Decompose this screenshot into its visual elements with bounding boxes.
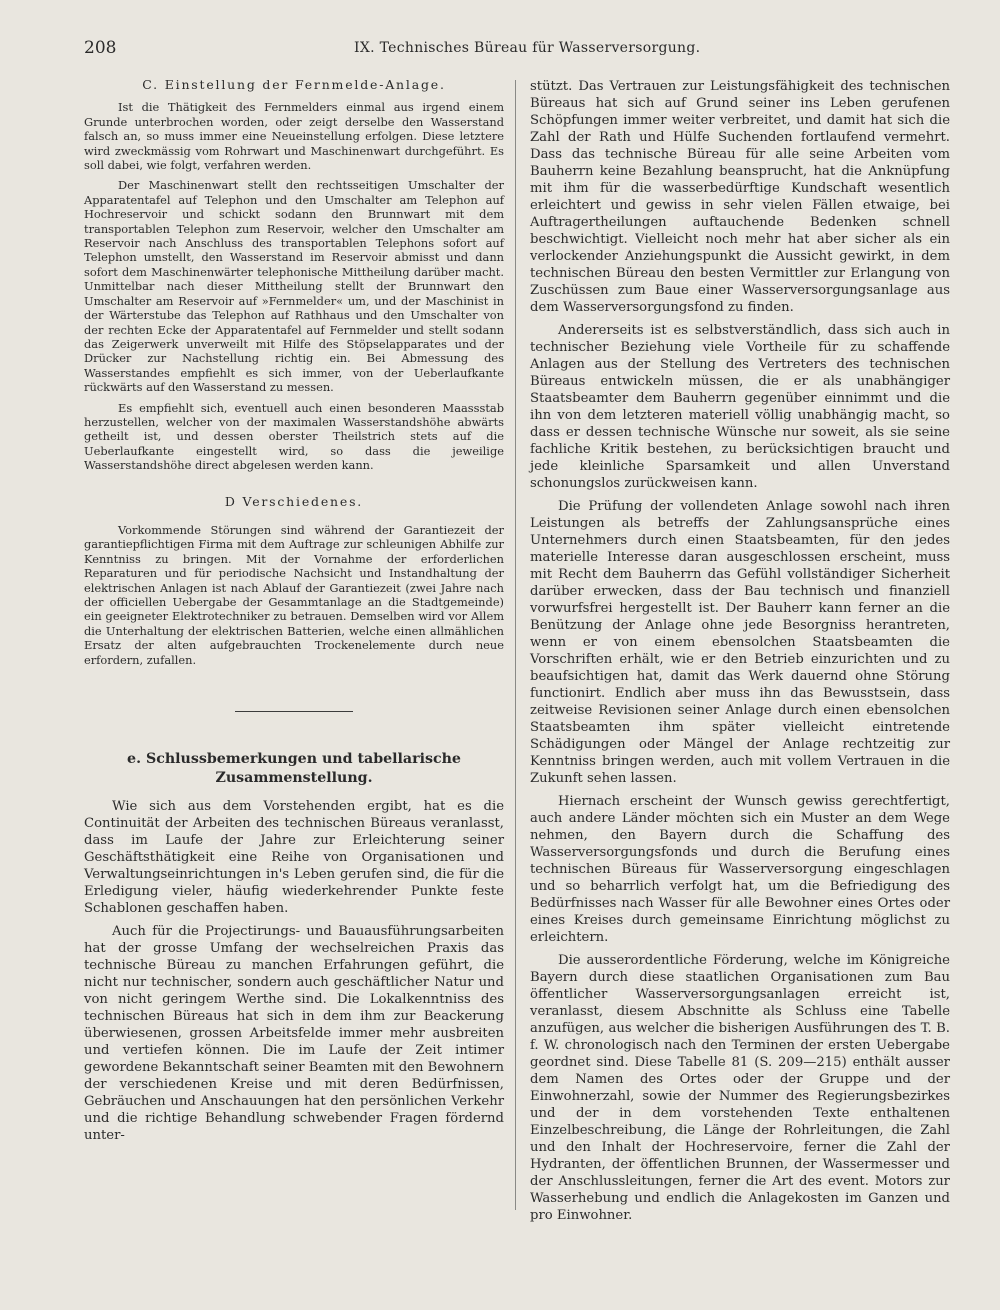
section-c-paragraph: Der Maschinenwart stellt den rechtsseitigen Umschalter der Apparatentafel auf Telephon und den Umschalter am Telephon auf Hochreservoir und schickt sodann den Brunnwart mit dem transportablen Telephon zum Reservoir, welcher den Umschalter am Reservoir nach Anschluss des transportablen Telephons sofort auf Telephon umstellt, den Wasserstand im Reservoir abmisst und dann sofort dem Maschinenwärter telephonische Mittheilung darüber macht. Unmittelbar nach dieser Mittheilung stellt der Brunnwart den Umschalter am Reservoir auf »Fernmelder« um, und der Maschinist in der Wärterstube das Telephon auf Rathhaus und den Umschalter von der rechten Ecke der Apparatentafel auf Fernmelder und stellt sodann das Zeigerwerk unverweilt mit Hilfe des Stöpselapparates und der Drücker zur Nachstellung richtig ein. Bei Abmessung des Wasserstandes empfiehlt es sich immer, von der Ueberlaufkante rückwärts auf den Wasserstand zu messen. <box>84 178 504 395</box>
running-title: IX. Technisches Büreau für Wasserversorgung. <box>354 40 701 56</box>
section-d-paragraph: Vorkommende Störungen sind während der Garantiezeit der garantiepflichtigen Firma mit dem Auftrage zur schleunigen Abhilfe zur Kenntniss zu bringen. Mit der Vornahme der erforderlichen Reparaturen und für periodische Nachsicht und Instandhaltung der elektrischen Anlagen ist nach Ablauf der Garantiezeit (zwei Jahre nach der officiellen Uebergabe der Gesammtanlage an die Stadtgemeinde) ein geeigneter Elektrotechniker zu betrauen. Demselben wird vor Allem die Unterhaltung der elektrischen Batterien, welche einen allmählichen Ersatz der alten aufgebrauchten Trockenelemente durch neue erfordern, zufallen. <box>84 522 504 667</box>
section-separator <box>235 711 353 712</box>
section-c-paragraph: Ist die Thätigkeit des Fernmelders einmal aus irgend einem Grunde unterbrochen worden, oder zeigt derselbe den Wasserstand falsch an, so muss immer eine Neueinstellung erfolgen. Diese letztere wird zweckmässig vom Rohrwart und Maschinenwart durchgeführt. Es soll dabei, wie folgt, verfahren werden. <box>84 100 504 173</box>
section-e-heading-line: e. Schlussbemerkungen und tabellarische <box>127 751 461 768</box>
page-number: 208 <box>84 38 117 58</box>
section-c-paragraph: Es empfiehlt sich, eventuell auch einen besonderen Maassstab herzustellen, welcher von der maximalen Wasserstandshöhe abwärts getheilt ist, und dessen oberster Theilstrich stets auf die Ueberlaufkante eingestellt wird, so dass die jeweilige Wasserstandshöhe direct abgelesen werden kann. <box>84 400 504 473</box>
section-e-paragraph: Auch für die Projectirungs- und Bauausführungsarbeiten hat der grosse Umfang der wechselreichen Praxis das technische Büreau zu manchen Erfahrungen geführt, die nicht nur technischer, sondern auch geschäftlicher Natur und von nicht geringem Werthe sind. Die Lokalkenntniss des technischen Büreaus hat sich in dem ihm zur Beackerung überwiesenen, grossen Arbeitsfelde immer mehr ausbreiten und vertiefen können. Die im Laufe der Zeit intimer gewordene Bekanntschaft seiner Beamten mit den Bewohnern der verschiedenen Kreise und mit deren Bedürfnissen, Gebräuchen und Anschauungen hat den persönlichen Verkehr und die richtige Behandlung schwebender Fragen fördernd unter- <box>84 924 504 1144</box>
section-d-heading: D Verschiedenes. <box>224 493 364 509</box>
section-e <box>84 750 504 1144</box>
right-paragraph: Die ausserordentliche Förderung, welche im Königreiche Bayern durch diese staatlichen Organisationen zum Bau öffentlicher Wasserversorgungsanlagen erreicht ist, veranlasst, diesem Abschnitte als Schluss eine Tabelle anzufügen, aus welcher die bisherigen Ausführungen des T. B. f. W. chronologisch nach den Terminen der ersten Uebergabe geordnet sind. Diese Tabelle 81 (S. 209—215) enthält ausser dem Namen des Ortes oder der Gruppe und der Einwohnerzahl, sowie der Nummer des Regierungsbezirkes und der in dem vorstehenden Texte enthaltenen Einzelbeschreibung, die Länge der Rohrleitungen, die Zahl und den Inhalt der Hochreservoire, ferner die Zahl der Hydranten, der öffentlichen Brunnen, der Wassermesser und der Anschlussleitungen, ferner die Art des event. Motors zur Wasserhebung und endlich die Anlagekosten im Ganzen und pro Einwohner. <box>530 953 950 1223</box>
right-paragraph: stützt. Das Vertrauen zur Leistungsfähigkeit des technischen Büreaus hat sich auf Grund seiner ins Leben gerufenen Schöpfungen immer weiter verbreitet, und damit hat sich die Zahl der Rath und Hülfe Suchenden fortlaufend vermehrt. Dass das technische Büreau für alle seine Arbeiten vom Bauherrn keine Bezahlung beansprucht, hat die Anknüpfung mit ihm für die wasserbedürftige Kundschaft wesentlich erleichtert und gewiss in sehr vielen Fällen etwaige, bei Auftragertheilungen auftauchende Bedenken schnell beschwichtigt. Vielleicht noch mehr hat aber sicher als ein verlockender Anziehungspunkt die Aussicht gewirkt, in dem technischen Büreau den besten Vermittler zur Erlangung von Zuschüssen zum Baue einer Wasserversorgungsanlage aus dem Wasserversorgungsfond zu finden. <box>530 79 950 315</box>
right-paragraph: Hiernach erscheint der Wunsch gewiss gerechtfertigt, auch andere Länder möchten sich ein Muster an dem Wege nehmen, den Bayern durch die Schaffung des Wasserversorgungsfonds und durch die Berufung eines technischen Büreaus für Wasserversorgung eingeschlagen und so beharrlich verfolgt hat, um die Befriedigung des Bedürfnisses nach Wasser für alle Bewohner eines Ortes oder eines Kreises durch gemeinsame Einrichtung möglichst zu erleichtern. <box>530 794 950 945</box>
right-column <box>530 78 950 1230</box>
section-e-paragraph: Wie sich aus dem Vorstehenden ergibt, hat es die Continuität der Arbeiten des technischen Büreaus veranlasst, dass im Laufe der Jahre zur Erleichterung seiner Geschäftsthätigkeit eine Reihe von Organisationen und Verwaltungseinrichtungen in's Leben gerufen sind, die für die Erledigung vieler, häufig wiederkehrender Punkte feste Schablonen geschaffen haben. <box>84 799 504 917</box>
section-e-heading <box>84 750 504 788</box>
section-e-heading-line: Zusammenstellung. <box>215 770 373 787</box>
column-divider <box>515 80 516 1210</box>
page-header <box>84 38 942 64</box>
section-d <box>84 495 504 667</box>
right-paragraph: Andererseits ist es selbstverständlich, dass sich auch in technischer Beziehung viele Vortheile für zu schaffende Anlagen aus der Stellung des Vertreters des technischen Büreaus entwickeln müssen, die er als unabhängiger Staatsbeamter dem Bauherrn gegenüber einnimmt und die ihn von dem letzteren materiell völlig unabhängig macht, so dass er dessen technische Wünsche nur soweit, als sie seine fachliche Kritik bestehen, zu berücksichtigen braucht und jede kleinliche Sparsamkeit und allen Unverstand schonungslos zurückweisen kann. <box>530 323 950 491</box>
right-paragraph: Die Prüfung der vollendeten Anlage sowohl nach ihren Leistungen als betreffs der Zahlungsansprüche eines Unternehmers durch einen Staatsbeamten, für den jedes materielle Interesse daran ausgeschlossen erscheint, muss mit Recht dem Bauherrn das Gefühl vollständiger Sicherheit darüber erwecken, dass der Bau technisch und finanziell vorwurfsfrei hergestellt ist. Der Bauherr kann ferner an die Benützung der Anlage ohne jede Besorgniss herantreten, wenn er von einem ebensolchen Staatsbeamten die Vorschriften erhält, wie er den Betrieb einzurichten und zu beaufsichtigen hat, damit das Werk dauernd ohne Störung functionirt. Endlich aber muss ihn das Bewusstsein, dass zeitweise Revisionen seiner Anlage durch einen ebensolchen Staatsbeamten ihm später vielleicht eintretende Schädigungen oder Mängel der Anlage rechtzeitig zur Kenntniss bringen werden, auch mit vollem Vertrauen in die Zukunft sehen lassen. <box>530 499 950 786</box>
left-column <box>84 78 504 1150</box>
section-c <box>84 78 504 473</box>
section-c-heading: C. Einstellung der Fernmelde-Anlage. <box>142 77 446 92</box>
